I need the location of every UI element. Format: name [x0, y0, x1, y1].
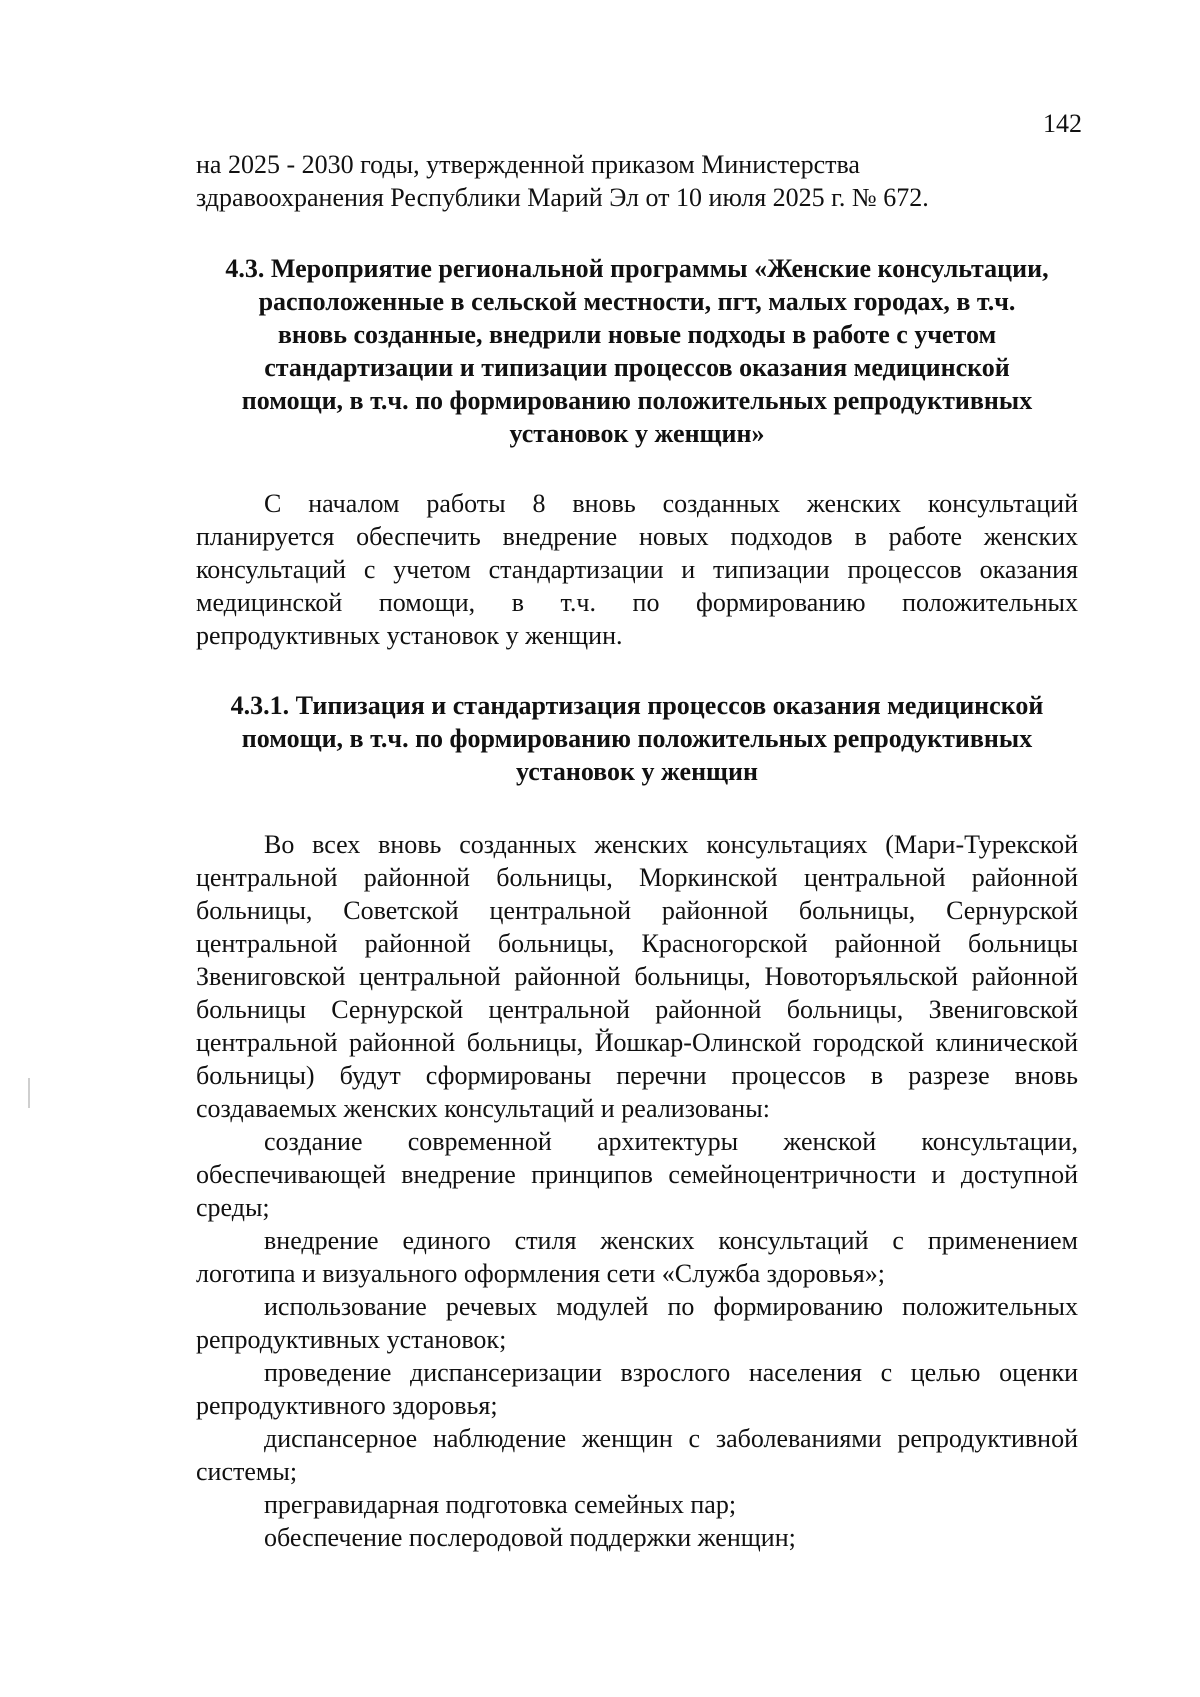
intro-line-2: здравоохранения Республики Марий Эл от 10 июля 2025 г. № 672. — [196, 183, 929, 212]
page-number: 142 — [1043, 109, 1082, 138]
list-item: диспансерное наблюдение женщин с заболеваниями репродуктивной системы; — [196, 1424, 1078, 1486]
list-item: создание современной архитектуры женской консультации, обеспечивающей внедрение принципов семейноцентричности и доступной среды; — [196, 1127, 1078, 1222]
list-item: прегравидарная подготовка семейных пар; — [264, 1490, 737, 1519]
list-item: внедрение единого стиля женских консультаций с применением логотипа и визуального оформления сети «Служба здоровья»; — [196, 1226, 1078, 1288]
scan-artifact-mark — [28, 1078, 30, 1108]
intro-line-1: на 2025 - 2030 годы, утвержденной приказом Министерства — [196, 150, 860, 179]
list-item: проведение диспансеризации взрослого населения с целью оценки репродуктивного здоровья; — [196, 1358, 1078, 1420]
section-4-3-paragraph: С началом работы 8 вновь созданных женских консультаций планируется обеспечить внедрение новых подходов в работе женских консультаций с учетом стандартизации и типизации процессов оказания медицинской помощи, в т.ч. по формированию положительных репродуктивных установок у женщин. — [196, 489, 1078, 650]
section-4-3-1-paragraph: Во всех вновь созданных женских консультациях (Мари-Турекской центральной районной больницы, Моркинской центральной районной больницы, Советской центральной районной больницы, Сернурской центральной районной больницы, Красногорской районной больницы Звениговской центральной районной больницы, Новоторъяльской районной больницы Сернурской центральной районной больницы, Звениговской центральной районной больницы, Йошкар-Олинской городской клинической больницы) будут сформированы перечни процессов в разрезе вновь создаваемых женских консультаций и реализованы: — [196, 830, 1078, 1123]
list-item: использование речевых модулей по формированию положительных репродуктивных установок; — [196, 1292, 1078, 1354]
section-heading-4-3: 4.3. Мероприятие региональной программы «Женские консультации, расположенные в сельской местности, пгт, малых городах, в т.ч. вновь созданные, внедрили новые подходы в работе с учетом стандартизации и типизации процессов оказания медицинской помощи, в т.ч. по формированию положительных репродуктивных установок у женщин» — [225, 254, 1049, 448]
document-body — [196, 148, 1078, 1554]
list-item: обеспечение послеродовой поддержки женщин; — [264, 1523, 796, 1552]
section-heading-4-3-1: 4.3.1. Типизация и стандартизация процессов оказания медицинской помощи, в т.ч. по формированию положительных репродуктивных установок у женщин — [230, 691, 1044, 786]
